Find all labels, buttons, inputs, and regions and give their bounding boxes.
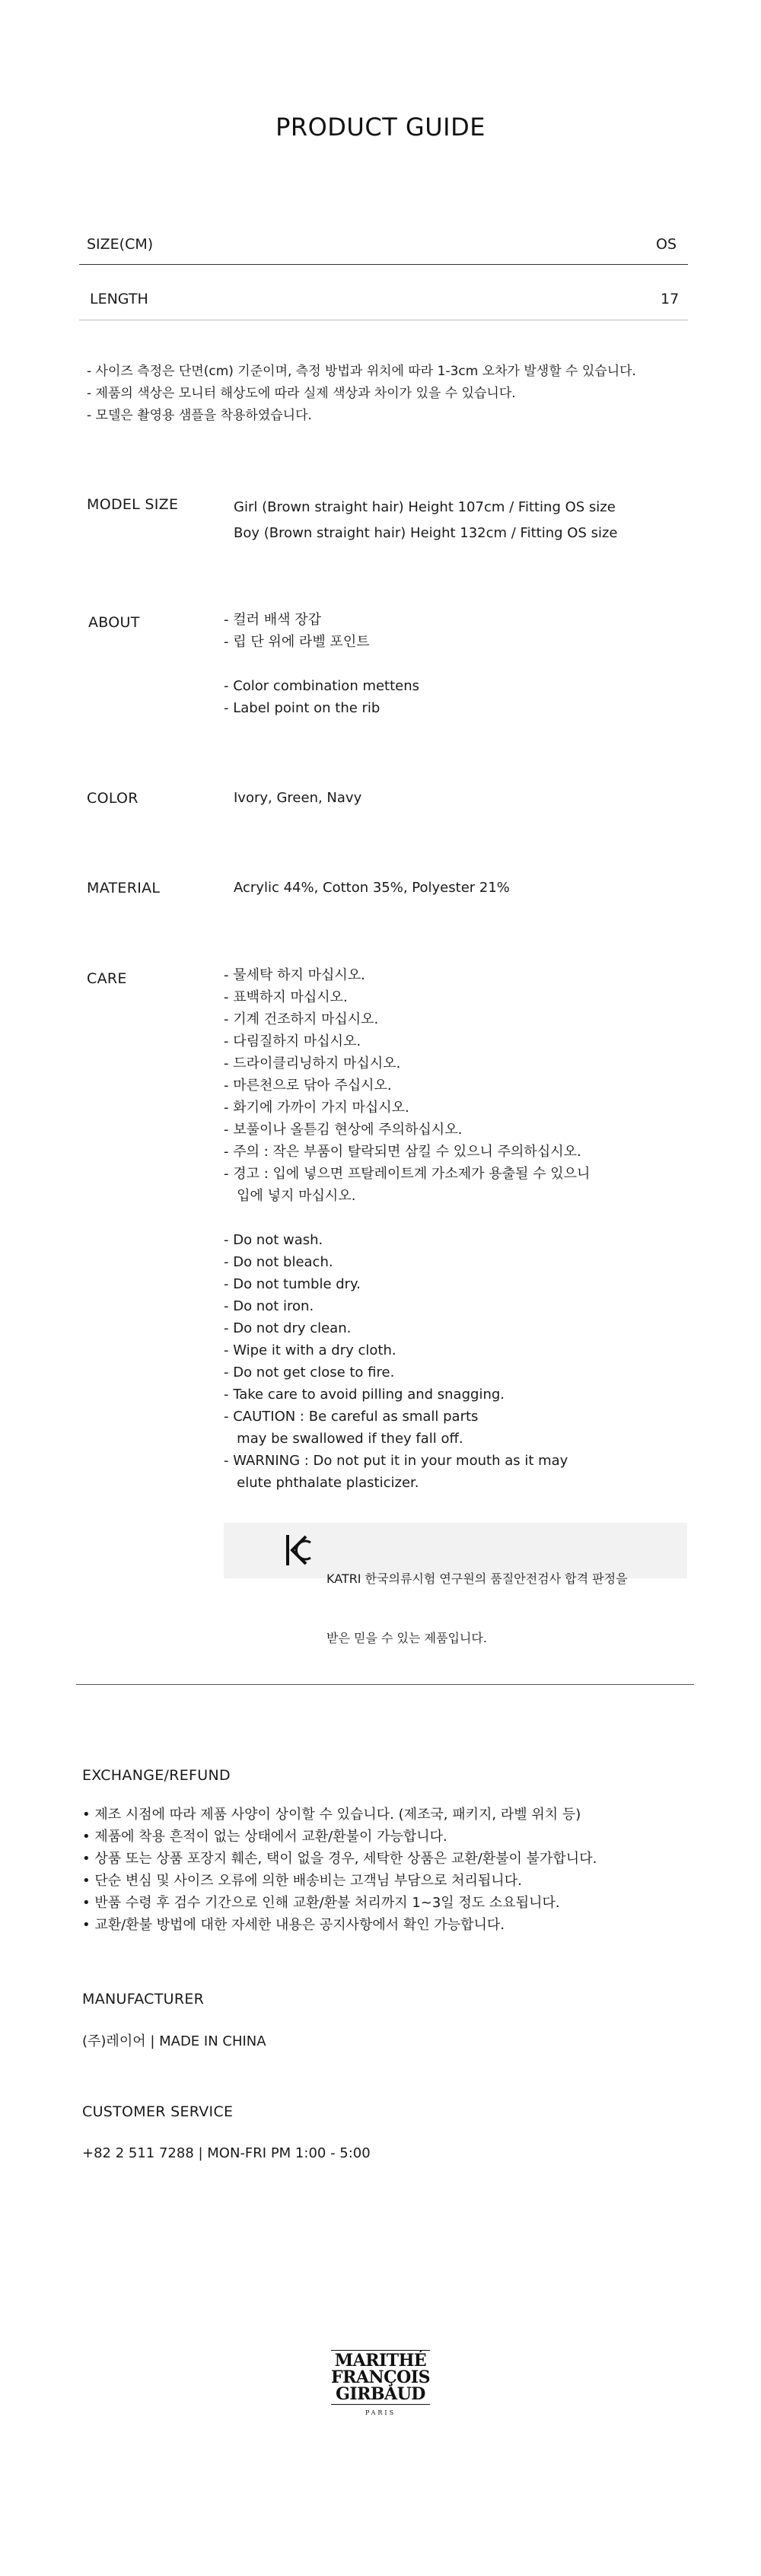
care-line (224, 1207, 590, 1229)
color-value: Ivory, Green, Navy (234, 790, 362, 806)
exchange-line: • 교환/환불 방법에 대한 자세한 내용은 공지사항에서 확인 가능합니다. (82, 1917, 505, 1933)
care-line: - 마른천으로 닦아 주십시오. (224, 1078, 392, 1094)
care-line: - 보풀이나 올튿김 현상에 주의하십시오. (224, 1122, 463, 1138)
about-line: - 컬러 배색 장갑 (224, 612, 321, 628)
care-line: - 표백하지 마십시오. (224, 989, 348, 1005)
model-size-lines (234, 495, 618, 546)
customer-service-label: CUSTOMER SERVICE (82, 2103, 234, 2120)
logo-line: MARITHÉ (334, 2351, 427, 2371)
certification-text (326, 1530, 628, 1688)
care-line: - CAUTION : Be careful as small parts (224, 1409, 479, 1425)
care-line: - Take care to avoid pilling and snagging. (224, 1387, 505, 1403)
about-line (224, 653, 419, 675)
care-line: may be swallowed if they fall off. (224, 1431, 463, 1447)
exchange-lines (82, 1804, 597, 1936)
size-table-divider (79, 264, 688, 265)
length-value: 17 (661, 291, 680, 307)
care-line: - Do not tumble dry. (224, 1276, 361, 1292)
manufacturer-label: MANUFACTURER (82, 1991, 205, 2008)
size-note: - 모델은 촬영용 샘플을 착용하였습니다. (87, 408, 312, 423)
size-header-label: SIZE(CM) (87, 236, 154, 253)
exchange-line: • 제품에 착용 흔적이 없는 상태에서 교환/환불이 가능합니다. (82, 1829, 447, 1845)
care-line: - 기계 건조하지 마십시오. (224, 1011, 379, 1027)
care-line: - Do not bleach. (224, 1254, 333, 1270)
page-title: PRODUCT GUIDE (275, 113, 486, 142)
logo-line: FRANÇOIS (331, 2367, 430, 2387)
care-line: elute phthalate plasticizer. (224, 1475, 419, 1491)
care-line: - Wipe it with a dry cloth. (224, 1342, 396, 1358)
section-divider (76, 1684, 694, 1685)
care-line: - 화기에 가까이 가지 마십시오. (224, 1100, 409, 1116)
size-note: - 사이즈 측정은 단면(cm) 기준이며, 측정 방법과 위치에 따라 1-3cm 오차가 발생할 수 있습니다. (87, 364, 636, 379)
about-line: - Label point on the rib (224, 700, 380, 716)
certification-box (224, 1523, 687, 1645)
model-size-label: MODEL SIZE (87, 496, 179, 513)
about-line: - Color combination mettens (224, 678, 420, 694)
care-line: - 드라이클리닝하지 마십시오. (224, 1056, 401, 1071)
exchange-line: • 단순 변심 및 사이즈 오류에 의한 배송비는 고객님 부담으로 처리됩니다. (82, 1873, 522, 1889)
about-lines (224, 609, 419, 719)
size-header-value: OS (656, 236, 677, 253)
material-value: Acrylic 44%, Cotton 35%, Polyester 21% (234, 880, 510, 896)
care-line: - Do not iron. (224, 1298, 314, 1314)
care-label: CARE (87, 970, 127, 987)
exchange-line: • 제조 시점에 따라 제품 사양이 상이할 수 있습니다. (제조국, 패키지, 라벨 위치 등) (82, 1807, 581, 1823)
model-size-line: Girl (Brown straight hair) Height 107cm / Fitting OS size (234, 499, 616, 515)
logo-line: GIRBAUD (336, 2384, 425, 2404)
brand-logo (323, 2348, 438, 2416)
customer-service-value: +82 2 511 7288 | MON-FRI PM 1:00 - 5:00 (82, 2145, 371, 2161)
care-line: - Do not wash. (224, 1232, 323, 1248)
care-lines (224, 964, 590, 1494)
care-line: - 경고 : 입에 넣으면 프탈레이트계 가소제가 용출될 수 있으니 (224, 1166, 591, 1182)
certification-line: 받은 믿을 수 있는 제품입니다. (326, 1631, 487, 1645)
manufacturer-value: (주)레이어 | MADE IN CHINA (82, 2033, 266, 2049)
care-line: - Do not dry clean. (224, 1320, 352, 1336)
size-notes (87, 361, 636, 427)
about-label: ABOUT (88, 614, 140, 631)
length-label: LENGTH (90, 291, 148, 307)
color-label: COLOR (87, 790, 139, 807)
care-line: - Do not get close to fire. (224, 1364, 395, 1380)
care-line: - 물세탁 하지 마십시오. (224, 967, 365, 983)
care-line: - WARNING : Do not put it in your mouth as it may (224, 1453, 568, 1469)
exchange-line: • 상품 또는 상품 포장지 훼손, 택이 없을 경우, 세탁한 상품은 교환/환불이 불가합니다. (82, 1851, 597, 1867)
logo-bottom-rule (331, 2404, 430, 2405)
logo-sub: PARIS (365, 2409, 396, 2416)
certification-line: KATRI 한국의류시험 연구원의 품질안전검사 합격 판정을 (326, 1571, 628, 1586)
exchange-label: EXCHANGE/REFUND (82, 1767, 231, 1784)
exchange-line: • 반품 수령 후 검수 기간으로 인해 교환/환불 처리까지 1~3일 정도 소요됩니다. (82, 1895, 560, 1911)
material-label: MATERIAL (87, 880, 161, 896)
care-line: - 주의 : 작은 부품이 탈락되면 삼킬 수 있으니 주의하십시오. (224, 1144, 581, 1160)
care-line: 입에 넣지 마십시오. (224, 1188, 356, 1204)
size-note: - 제품의 색상은 모니터 해상도에 따라 실제 색상과 차이가 있을 수 있습니다. (87, 386, 516, 401)
about-line: - 립 단 위에 라벨 포인트 (224, 634, 370, 650)
model-size-line: Boy (Brown straight hair) Height 132cm / Fitting OS size (234, 525, 618, 541)
care-line: - 다림질하지 마십시오. (224, 1033, 361, 1049)
kc-mark-icon (283, 1532, 314, 1568)
